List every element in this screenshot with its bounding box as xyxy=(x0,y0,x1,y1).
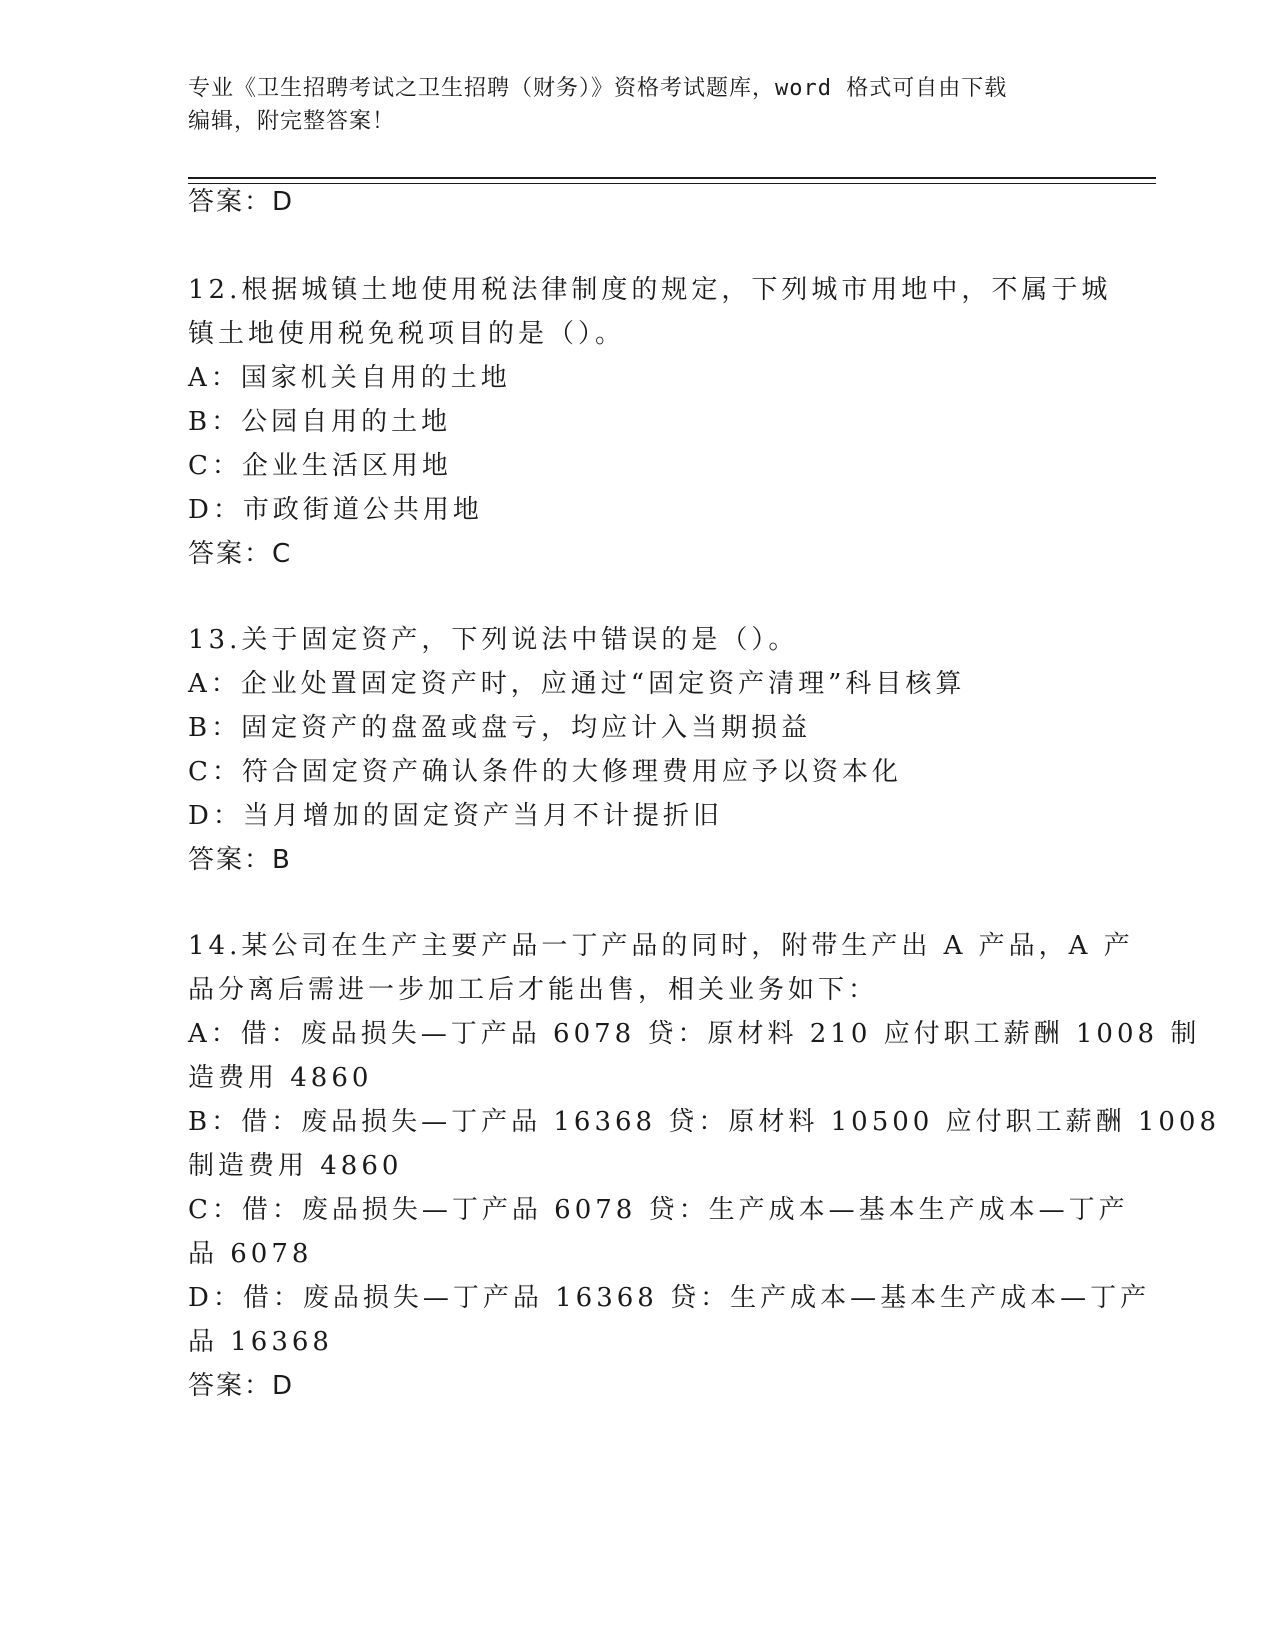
q12-stem-line-1: 12.根据城镇土地使用税法律制度的规定，下列城市用地中，不属于城 xyxy=(188,275,1112,305)
answer-14: 答案：D xyxy=(188,1371,295,1401)
header-rule-thin xyxy=(188,183,1156,184)
q14-option-a-line-2: 造费用 4860 xyxy=(188,1063,373,1093)
q13-option-b: B：固定资产的盘盈或盘亏，均应计入当期损益 xyxy=(188,713,812,743)
header-rule-thick xyxy=(188,177,1156,179)
document-header xyxy=(188,72,1088,138)
q13-option-c: C：符合固定资产确认条件的大修理费用应予以资本化 xyxy=(188,757,902,787)
q12-option-b: B：公园自用的土地 xyxy=(188,407,452,437)
q14-option-d-line-1: D：借：废品损失—丁产品 16368 贷：生产成本—基本生产成本—丁产 xyxy=(188,1283,1151,1313)
q14-stem-line-1: 14.某公司在生产主要产品一丁产品的同时，附带生产出 A 产品，A 产 xyxy=(188,931,1134,961)
q13-option-a: A：企业处置固定资产时，应通过“固定资产清理”科目核算 xyxy=(188,669,966,699)
q14-option-c-line-2: 品 6078 xyxy=(188,1239,313,1269)
q12-option-c: C：企业生活区用地 xyxy=(188,451,452,481)
q14-option-a-line-1: A：借：废品损失—丁产品 6078 贷：原材料 210 应付职工薪酬 1008 制 xyxy=(188,1019,1201,1049)
q12-option-a: A：国家机关自用的土地 xyxy=(188,363,511,393)
header-line-1: 专业《卫生招聘考试之卫生招聘（财务）》资格考试题库，word 格式可自由下载 xyxy=(188,76,1008,101)
answer-13: 答案：B xyxy=(188,845,292,875)
q13-stem: 13.关于固定资产，下列说法中错误的是（）。 xyxy=(188,625,799,655)
header-line-2: 编辑，附完整答案！ xyxy=(188,109,396,134)
q14-option-b-line-2: 制造费用 4860 xyxy=(188,1151,403,1181)
q14-option-d-line-2: 品 16368 xyxy=(188,1327,333,1357)
q13-option-d: D：当月增加的固定资产当月不计提折旧 xyxy=(188,801,723,831)
q14-option-b-line-1: B：借：废品损失—丁产品 16368 贷：原材料 10500 应付职工薪酬 1008 xyxy=(188,1107,1221,1137)
q12-option-d: D：市政街道公共用地 xyxy=(188,495,483,525)
q14-option-c-line-1: C：借：废品损失—丁产品 6078 贷：生产成本—基本生产成本—丁产 xyxy=(188,1195,1129,1225)
q12-stem-line-2: 镇土地使用税免税项目的是（）。 xyxy=(188,319,626,349)
answer-12: 答案：C xyxy=(188,539,293,569)
answer-11: 答案：D xyxy=(188,187,295,217)
q14-stem-line-2: 品分离后需进一步加工后才能出售，相关业务如下： xyxy=(188,975,879,1005)
